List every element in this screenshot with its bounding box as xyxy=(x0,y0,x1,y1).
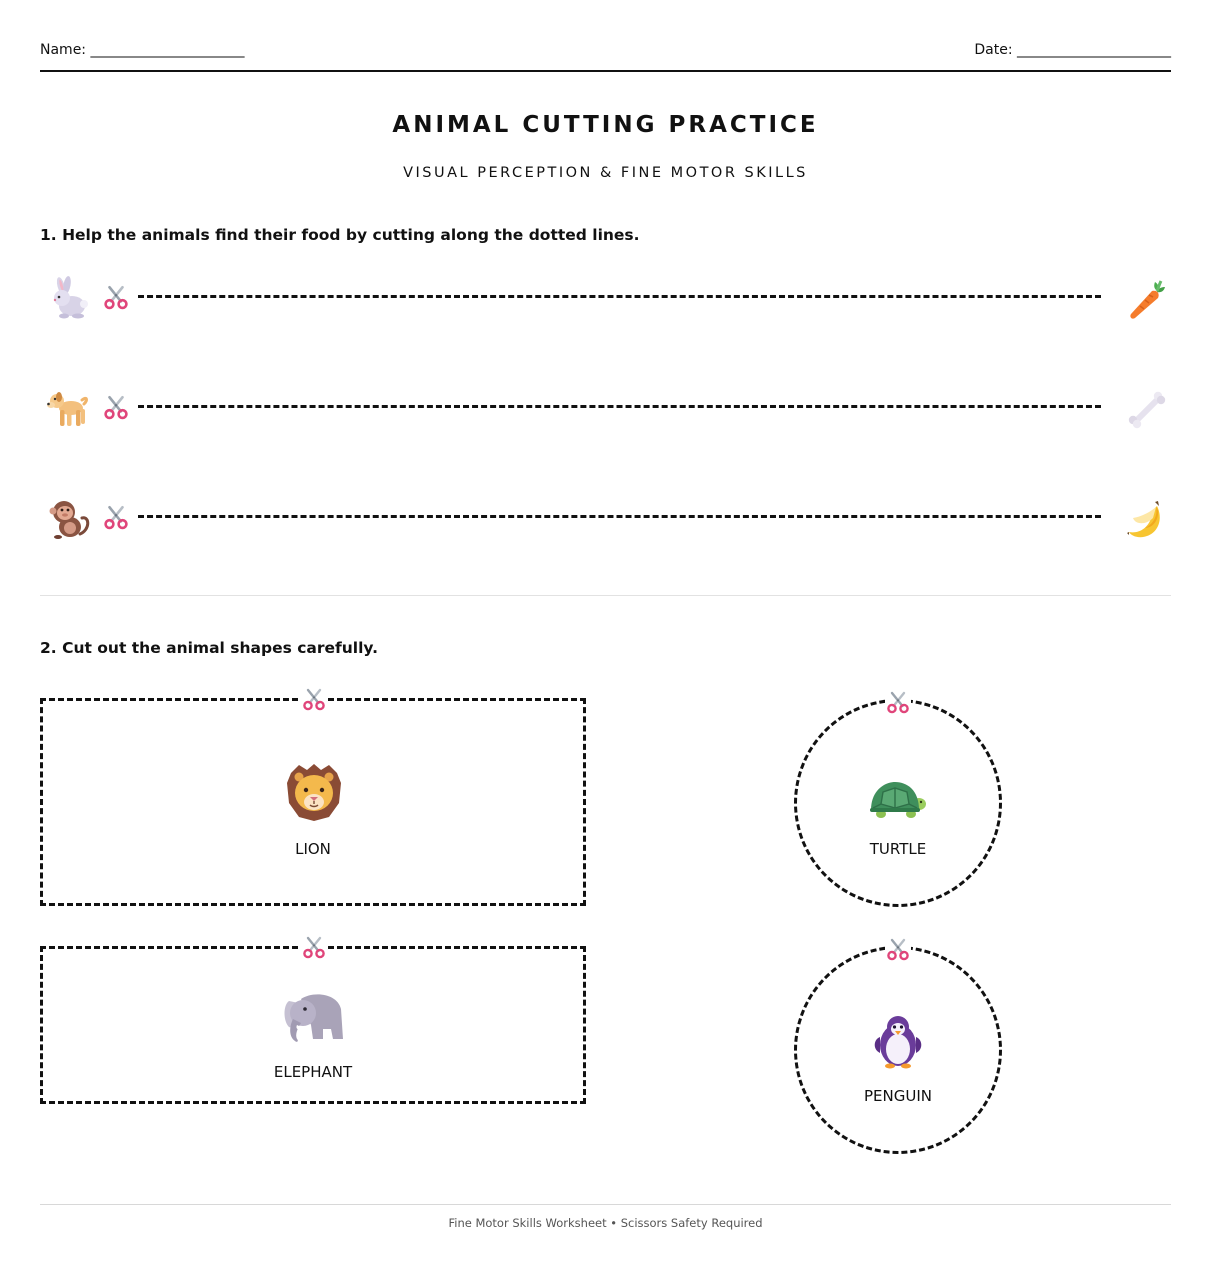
scissors-icon xyxy=(301,935,327,959)
page-title: ANIMAL CUTTING PRACTICE xyxy=(392,112,819,138)
scissors-icon xyxy=(103,284,129,310)
date-field[interactable]: Date: ______________________ xyxy=(974,42,1171,58)
lion-label: LION xyxy=(295,840,331,858)
scissors-icon xyxy=(301,687,327,711)
penguin-label: PENGUIN xyxy=(864,1087,932,1105)
lion-cutout-rectangle[interactable] xyxy=(40,698,586,906)
carrot-icon xyxy=(1125,278,1169,322)
penguin-icon xyxy=(870,1013,926,1069)
banana-icon xyxy=(1125,498,1169,542)
name-field[interactable]: Name: ______________________ xyxy=(40,42,245,58)
elephant-cutout-rectangle[interactable] xyxy=(40,946,586,1104)
cut-row-rabbit xyxy=(40,276,1171,336)
bone-icon xyxy=(1125,388,1169,432)
elephant-icon xyxy=(283,991,345,1045)
turtle-label: TURTLE xyxy=(869,840,927,858)
lion-icon xyxy=(283,761,345,823)
dog-icon xyxy=(46,386,90,430)
section-divider xyxy=(40,595,1171,596)
scissors-icon xyxy=(103,394,129,420)
scissors-icon xyxy=(885,937,911,961)
dotted-cut-line[interactable] xyxy=(138,405,1101,408)
section2-instruction: 2. Cut out the animal shapes carefully. xyxy=(40,639,378,657)
scissors-icon xyxy=(885,690,911,714)
monkey-icon xyxy=(46,496,90,540)
dotted-cut-line[interactable] xyxy=(138,515,1101,518)
section1-instruction: 1. Help the animals find their food by cutting along the dotted lines. xyxy=(40,226,640,244)
page-footer: Fine Motor Skills Worksheet • Scissors Safety Required xyxy=(448,1216,763,1230)
elephant-label: ELEPHANT xyxy=(273,1063,353,1081)
rabbit-icon xyxy=(46,276,90,320)
worksheet-header xyxy=(40,40,1171,72)
turtle-icon xyxy=(867,778,929,822)
penguin-cutout-circle[interactable] xyxy=(794,946,1002,1154)
footer-divider xyxy=(40,1204,1171,1205)
page-subtitle: VISUAL PERCEPTION & FINE MOTOR SKILLS xyxy=(403,165,808,181)
turtle-cutout-circle[interactable] xyxy=(794,699,1002,907)
dotted-cut-line[interactable] xyxy=(138,295,1101,298)
cut-row-monkey xyxy=(40,496,1171,556)
scissors-icon xyxy=(103,504,129,530)
cut-row-dog xyxy=(40,386,1171,446)
